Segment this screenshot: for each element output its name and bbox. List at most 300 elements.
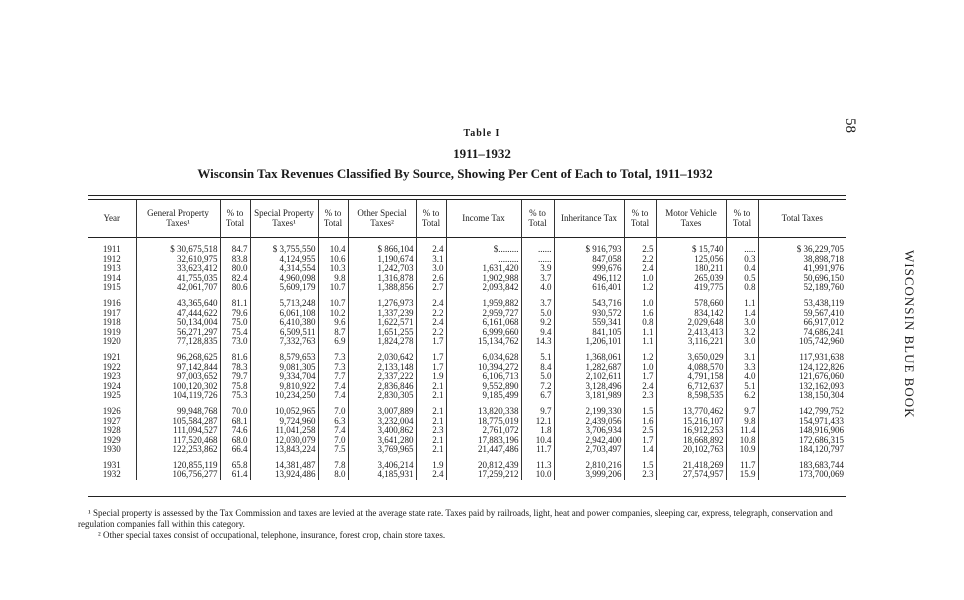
table-cell: 81.6 <box>220 353 250 363</box>
table-cell: 2,810,216 <box>554 461 624 471</box>
table-cell: 0.3 <box>726 255 758 265</box>
table-cell: 543,716 <box>554 299 624 309</box>
column-header: General Property Taxes¹ <box>136 200 220 236</box>
table-cell: 120,855,119 <box>136 461 220 471</box>
table-cell: 3.0 <box>416 264 446 274</box>
table-cell: 578,660 <box>656 299 726 309</box>
table-cell: 1.5 <box>624 407 656 417</box>
table-cell: 9,185,499 <box>446 391 521 401</box>
table-top-rule <box>88 195 846 196</box>
table-row <box>88 470 846 480</box>
table-cell: 2.1 <box>416 407 446 417</box>
table-cell: 13,770,462 <box>656 407 726 417</box>
table-cell: 50,134,004 <box>136 318 220 328</box>
table-cell: 496,112 <box>554 274 624 284</box>
table-cell: 1,337,239 <box>348 309 416 319</box>
table-cell: 2,836,846 <box>348 382 416 392</box>
table-cell: 1,824,278 <box>348 337 416 347</box>
table-cell: 5.1 <box>521 353 554 363</box>
table-cell: 847,058 <box>554 255 624 265</box>
table-cell: 2.6 <box>416 274 446 284</box>
table-cell: 5.1 <box>726 382 758 392</box>
table-cell: 1915 <box>102 283 121 293</box>
table-cell: 10.7 <box>318 283 348 293</box>
table-cell: 7.3 <box>318 363 348 373</box>
table-row <box>88 283 846 293</box>
table-cell: 2.4 <box>416 470 446 480</box>
table-cell: 148,916,906 <box>758 426 846 436</box>
table-cell: 8.0 <box>318 470 348 480</box>
table-cell: 2,959,727 <box>446 309 521 319</box>
table-cell: 173,700,069 <box>758 470 846 480</box>
table-cell: 184,120,797 <box>758 445 846 455</box>
table-cell: 9,081,305 <box>250 363 318 373</box>
table-cell: 2,029,648 <box>656 318 726 328</box>
table-cell: 180,211 <box>656 264 726 274</box>
table-cell: 265,039 <box>656 274 726 284</box>
table-cell: 80.0 <box>220 264 250 274</box>
table-cell: 20,812,439 <box>446 461 521 471</box>
table-cell: 1,388,856 <box>348 283 416 293</box>
table-cell: 7.0 <box>318 436 348 446</box>
table-cell: 3,181,989 <box>554 391 624 401</box>
table-cell: 1.7 <box>624 436 656 446</box>
table-cell: 7.8 <box>318 461 348 471</box>
table-cell: 1924 <box>102 381 121 391</box>
table-row <box>88 309 846 319</box>
table-cell: $ 916,793 <box>554 236 624 255</box>
column-header: Income Tax <box>446 200 521 236</box>
table-cell: 38,898,718 <box>758 255 846 265</box>
table-cell: $ 3,755,550 <box>250 236 318 255</box>
table-cell: 47,444,622 <box>136 309 220 319</box>
table-row <box>88 382 846 392</box>
table-cell: 11.7 <box>521 445 554 455</box>
table-cell: 1.7 <box>624 372 656 382</box>
table-cell: 14,381,487 <box>250 461 318 471</box>
table-cell: 21,447,486 <box>446 445 521 455</box>
table-cell: ...... <box>521 255 554 265</box>
table-cell: 6,410,380 <box>250 318 318 328</box>
table-cell: 7,332,763 <box>250 337 318 347</box>
table-cell: 9,334,704 <box>250 372 318 382</box>
table-cell: 1926 <box>102 406 121 416</box>
table-cell: ...... <box>521 236 554 255</box>
table-cell: 117,520,468 <box>136 436 220 446</box>
tax-revenue-table <box>88 200 846 480</box>
table-cell: 841,105 <box>554 328 624 338</box>
table-cell: 4.0 <box>726 372 758 382</box>
table-cell: 2.4 <box>416 318 446 328</box>
table-cell: 0.4 <box>726 264 758 274</box>
table-cell: 20,102,763 <box>656 445 726 455</box>
table-cell: 6.3 <box>318 417 348 427</box>
table-cell: 7.2 <box>521 382 554 392</box>
table-title: Wisconsin Tax Revenues Classified By Source, Showing Per Cent of Each to Total, 1911–1932 <box>197 166 713 181</box>
table-cell: 1,206,101 <box>554 337 624 347</box>
table-cell: 59,567,410 <box>758 309 846 319</box>
table-cell: 13,820,338 <box>446 407 521 417</box>
table-cell: 2.1 <box>416 417 446 427</box>
table-cell: 930,572 <box>554 309 624 319</box>
table-cell: 66.4 <box>220 445 250 455</box>
column-header: % to Total <box>318 200 348 236</box>
table-cell: 9,810,922 <box>250 382 318 392</box>
table-cell: 53,438,119 <box>758 299 846 309</box>
table-cell: 2.1 <box>416 391 446 401</box>
table-cell: 559,341 <box>554 318 624 328</box>
table-cell: 138,150,304 <box>758 391 846 401</box>
table-cell: 27,574,957 <box>656 470 726 480</box>
table-cell: 7.0 <box>318 407 348 417</box>
table-cell: 172,686,315 <box>758 436 846 446</box>
table-bottom-rule <box>88 496 846 497</box>
table-cell: 2.4 <box>416 299 446 309</box>
table-cell: 1.6 <box>624 417 656 427</box>
table-cell: 17,259,212 <box>446 470 521 480</box>
table-cell: 96,268,625 <box>136 353 220 363</box>
table-cell: 65.8 <box>220 461 250 471</box>
table-cell: 66,917,012 <box>758 318 846 328</box>
table-cell: 183,683,744 <box>758 461 846 471</box>
table-row <box>88 461 846 471</box>
table-cell: 1,959,882 <box>446 299 521 309</box>
table-row <box>88 353 846 363</box>
table-cell: 6,509,511 <box>250 328 318 338</box>
table-cell: 1.9 <box>416 461 446 471</box>
table-cell: 68.0 <box>220 436 250 446</box>
table-cell: 16,912,253 <box>656 426 726 436</box>
table-cell: 1,622,571 <box>348 318 416 328</box>
column-header: % to Total <box>521 200 554 236</box>
table-cell: 2.4 <box>416 236 446 255</box>
table-cell: 1,190,674 <box>348 255 416 265</box>
table-cell: 3,999,206 <box>554 470 624 480</box>
footnote-1: ¹ Special property is assessed by the Tax Commission and taxes are levied at the average state rate. Taxes paid by railroads, light, heat and power companies, sleeping car, express, telegraph, conservation and regulation companies fall within this category. <box>78 508 833 529</box>
table-row <box>88 299 846 309</box>
table-cell: 1,282,687 <box>554 363 624 373</box>
table-cell: 3,769,965 <box>348 445 416 455</box>
table-cell: 2,337,222 <box>348 372 416 382</box>
table-cell: 41,755,035 <box>136 274 220 284</box>
column-header: Inheritance Tax <box>554 200 624 236</box>
table-cell: 1.1 <box>726 299 758 309</box>
table-cell: 1914 <box>102 273 121 283</box>
table-years: 1911–1932 <box>453 146 511 161</box>
table-cell: 9.7 <box>521 407 554 417</box>
table-cell: 1.0 <box>624 363 656 373</box>
table-cell: 10.7 <box>318 299 348 309</box>
table-cell: 1920 <box>102 337 121 347</box>
table-cell: 616,401 <box>554 283 624 293</box>
table-cell: 17,883,196 <box>446 436 521 446</box>
table-row <box>88 426 846 436</box>
table-cell: 10.4 <box>521 436 554 446</box>
table-cell: 9.7 <box>726 407 758 417</box>
table-cell: 15,134,762 <box>446 337 521 347</box>
table-cell: $ 15,740 <box>656 236 726 255</box>
table-cell: 5,713,248 <box>250 299 318 309</box>
table-cell: 79.6 <box>220 309 250 319</box>
table-cell: 2.2 <box>624 255 656 265</box>
table-cell: 7.5 <box>318 445 348 455</box>
column-header: % to Total <box>220 200 250 236</box>
table-cell: 8,579,653 <box>250 353 318 363</box>
table-cell: 10.0 <box>521 470 554 480</box>
table-cell: ......... <box>446 255 521 265</box>
table-cell: 52,189,760 <box>758 283 846 293</box>
table-cell: 10.2 <box>318 309 348 319</box>
table-cell: 3.2 <box>726 328 758 338</box>
table-cell: 3,232,004 <box>348 417 416 427</box>
table-cell: 3.1 <box>726 353 758 363</box>
table-cell: 105,742,960 <box>758 337 846 347</box>
table-cell: 1.4 <box>726 309 758 319</box>
table-cell: 1911 <box>102 244 121 254</box>
table-cell: 2,199,330 <box>554 407 624 417</box>
table-cell: 3,007,889 <box>348 407 416 417</box>
table-cell: 1916 <box>102 298 121 308</box>
table-cell: 2.4 <box>624 382 656 392</box>
table-cell: 2,830,305 <box>348 391 416 401</box>
table-cell: 32,610,975 <box>136 255 220 265</box>
table-cell: 21,418,269 <box>656 461 726 471</box>
footnote-2: ² Other special taxes consist of occupational, telephone, insurance, forest crop, chain store taxes. <box>98 530 446 540</box>
table-cell: 1,631,420 <box>446 264 521 274</box>
table-cell: 3.3 <box>726 363 758 373</box>
table-cell: 1923 <box>102 372 121 382</box>
column-header: Total Taxes <box>758 200 846 236</box>
table-cell: 15,216,107 <box>656 417 726 427</box>
table-cell: 0.5 <box>726 274 758 284</box>
column-header: % to Total <box>624 200 656 236</box>
table-header-row <box>88 200 846 236</box>
table-cell: 7.4 <box>318 426 348 436</box>
table-cell: 74.6 <box>220 426 250 436</box>
table-row <box>88 436 846 446</box>
table-cell: 1925 <box>102 391 121 401</box>
table-cell: 11,041,258 <box>250 426 318 436</box>
table-cell: 73.0 <box>220 337 250 347</box>
table-cell: 9.2 <box>521 318 554 328</box>
table-cell: 125,056 <box>656 255 726 265</box>
table-cell: 75.8 <box>220 382 250 392</box>
table-cell: 7.3 <box>318 353 348 363</box>
table-cell: 13,924,486 <box>250 470 318 480</box>
table-cell: ..... <box>726 236 758 255</box>
table-cell: 12.1 <box>521 417 554 427</box>
table-cell: 0.8 <box>726 283 758 293</box>
table-cell: $ 866,104 <box>348 236 416 255</box>
table-cell: 3,706,934 <box>554 426 624 436</box>
table-cell: 4,185,931 <box>348 470 416 480</box>
table-cell: 1.2 <box>624 283 656 293</box>
table-cell: 9.6 <box>318 318 348 328</box>
table-cell: 6,034,628 <box>446 353 521 363</box>
table-row <box>88 445 846 455</box>
table-cell: 117,931,638 <box>758 353 846 363</box>
table-cell: $......... <box>446 236 521 255</box>
table-cell: 61.4 <box>220 470 250 480</box>
table-cell: 4.0 <box>521 283 554 293</box>
table-body <box>88 236 846 480</box>
table-cell: 11.4 <box>726 426 758 436</box>
column-header: % to Total <box>726 200 758 236</box>
table-cell: 1,902,988 <box>446 274 521 284</box>
table-cell: 3,641,280 <box>348 436 416 446</box>
table-cell: 1,316,878 <box>348 274 416 284</box>
table-cell: 43,365,640 <box>136 299 220 309</box>
table-cell: 154,971,433 <box>758 417 846 427</box>
table-cell: 79.7 <box>220 372 250 382</box>
table-cell: 10,394,272 <box>446 363 521 373</box>
table-cell: 6,161,068 <box>446 318 521 328</box>
table-cell: 100,120,302 <box>136 382 220 392</box>
table-cell: $ 36,229,705 <box>758 236 846 255</box>
table-cell: 12,030,079 <box>250 436 318 446</box>
table-cell: 2,413,413 <box>656 328 726 338</box>
table-cell: 97,003,652 <box>136 372 220 382</box>
table-cell: 97,142,844 <box>136 363 220 373</box>
table-cell: 10.3 <box>318 264 348 274</box>
table-cell: 4,960,098 <box>250 274 318 284</box>
table-cell: 2,093,842 <box>446 283 521 293</box>
table-cell: 2.1 <box>416 436 446 446</box>
table-cell: 6,999,660 <box>446 328 521 338</box>
running-head: WISCONSIN BLUE BOOK <box>902 250 917 419</box>
table-cell: 2,703,497 <box>554 445 624 455</box>
table-cell: 124,122,826 <box>758 363 846 373</box>
table-cell: 6.9 <box>318 337 348 347</box>
table-cell: 11.7 <box>726 461 758 471</box>
table-cell: 111,094,527 <box>136 426 220 436</box>
table-cell: 3.7 <box>521 299 554 309</box>
table-cell: 1,368,061 <box>554 353 624 363</box>
table-cell: 1.1 <box>624 337 656 347</box>
table-row <box>88 255 846 265</box>
table-cell: 10,234,250 <box>250 391 318 401</box>
table-cell: 6,106,713 <box>446 372 521 382</box>
table-cell: 1912 <box>102 254 121 264</box>
table-cell: 9.8 <box>318 274 348 284</box>
table-label: Table I <box>463 128 501 139</box>
table-cell: 9.8 <box>726 417 758 427</box>
table-row <box>88 391 846 401</box>
table-cell: 999,676 <box>554 264 624 274</box>
table-cell: 18,668,892 <box>656 436 726 446</box>
table-cell: 82.4 <box>220 274 250 284</box>
table-cell: 1.4 <box>624 445 656 455</box>
table-cell: 56,271,297 <box>136 328 220 338</box>
table-cell: 2.2 <box>416 309 446 319</box>
table-cell: 7.4 <box>318 391 348 401</box>
table-cell: 70.0 <box>220 407 250 417</box>
table-cell: 84.7 <box>220 236 250 255</box>
footnotes <box>78 508 848 541</box>
table-row <box>88 236 846 255</box>
table-cell: 3.7 <box>521 274 554 284</box>
column-header: Year <box>103 213 121 223</box>
table-cell: 5.0 <box>521 309 554 319</box>
table-cell: 8.7 <box>318 328 348 338</box>
table-cell: 1917 <box>102 308 121 318</box>
table-cell: 1.1 <box>624 328 656 338</box>
table-cell: 1.7 <box>416 353 446 363</box>
table-cell: 3.1 <box>416 255 446 265</box>
table-cell: 1927 <box>102 416 121 426</box>
table-cell: 50,696,150 <box>758 274 846 284</box>
table-cell: 3,406,214 <box>348 461 416 471</box>
table-cell: 75.4 <box>220 328 250 338</box>
table-cell: 3,128,496 <box>554 382 624 392</box>
table-cell: 419,775 <box>656 283 726 293</box>
table-cell: 83.8 <box>220 255 250 265</box>
table-cell: 106,756,277 <box>136 470 220 480</box>
table-cell: 1.6 <box>624 309 656 319</box>
table-cell: 2.4 <box>624 264 656 274</box>
table-cell: 1.0 <box>624 274 656 284</box>
table-cell: 121,676,060 <box>758 372 846 382</box>
table-cell: 3.0 <box>726 318 758 328</box>
table-cell: 4,088,570 <box>656 363 726 373</box>
table-cell: 9,552,890 <box>446 382 521 392</box>
table-cell: 105,584,287 <box>136 417 220 427</box>
table-cell: 1932 <box>102 470 121 480</box>
table-cell: 10.6 <box>318 255 348 265</box>
table-cell: 3.0 <box>726 337 758 347</box>
table-cell: 2,102,611 <box>554 372 624 382</box>
table-cell: 1.9 <box>416 372 446 382</box>
table-cell: $ 30,675,518 <box>136 236 220 255</box>
table-cell: 1919 <box>102 327 121 337</box>
table-row <box>88 363 846 373</box>
table-cell: 6,061,108 <box>250 309 318 319</box>
table-cell: 2.3 <box>416 426 446 436</box>
table-cell: 1921 <box>102 352 121 362</box>
table-cell: 99,948,768 <box>136 407 220 417</box>
table-cell: 42,061,707 <box>136 283 220 293</box>
table-cell: 1,242,703 <box>348 264 416 274</box>
table-cell: 1.7 <box>416 337 446 347</box>
table-row <box>88 417 846 427</box>
table-cell: 5,609,179 <box>250 283 318 293</box>
table-cell: 1.8 <box>521 426 554 436</box>
table-cell: 75.0 <box>220 318 250 328</box>
table-cell: 81.1 <box>220 299 250 309</box>
table-cell: 8,598,535 <box>656 391 726 401</box>
table-row <box>88 274 846 284</box>
table-cell: 1,276,973 <box>348 299 416 309</box>
table-cell: 2,942,400 <box>554 436 624 446</box>
table-row <box>88 328 846 338</box>
table-cell: 2.3 <box>624 470 656 480</box>
table-cell: 2.1 <box>416 382 446 392</box>
table-cell: 2.2 <box>416 328 446 338</box>
table-cell: 6.7 <box>521 391 554 401</box>
table-cell: 77,128,835 <box>136 337 220 347</box>
table-cell: 2,439,056 <box>554 417 624 427</box>
table-cell: 2.1 <box>416 445 446 455</box>
table-cell: 9.4 <box>521 328 554 338</box>
column-header: Other Special Taxes² <box>348 200 416 236</box>
page-number: 58 <box>842 118 858 133</box>
table-cell: 3,400,862 <box>348 426 416 436</box>
table-cell: 10.8 <box>726 436 758 446</box>
table-cell: 2.7 <box>416 283 446 293</box>
table-cell: 1,651,255 <box>348 328 416 338</box>
table-cell: 11.3 <box>521 461 554 471</box>
column-header: Special Property Taxes¹ <box>250 200 318 236</box>
